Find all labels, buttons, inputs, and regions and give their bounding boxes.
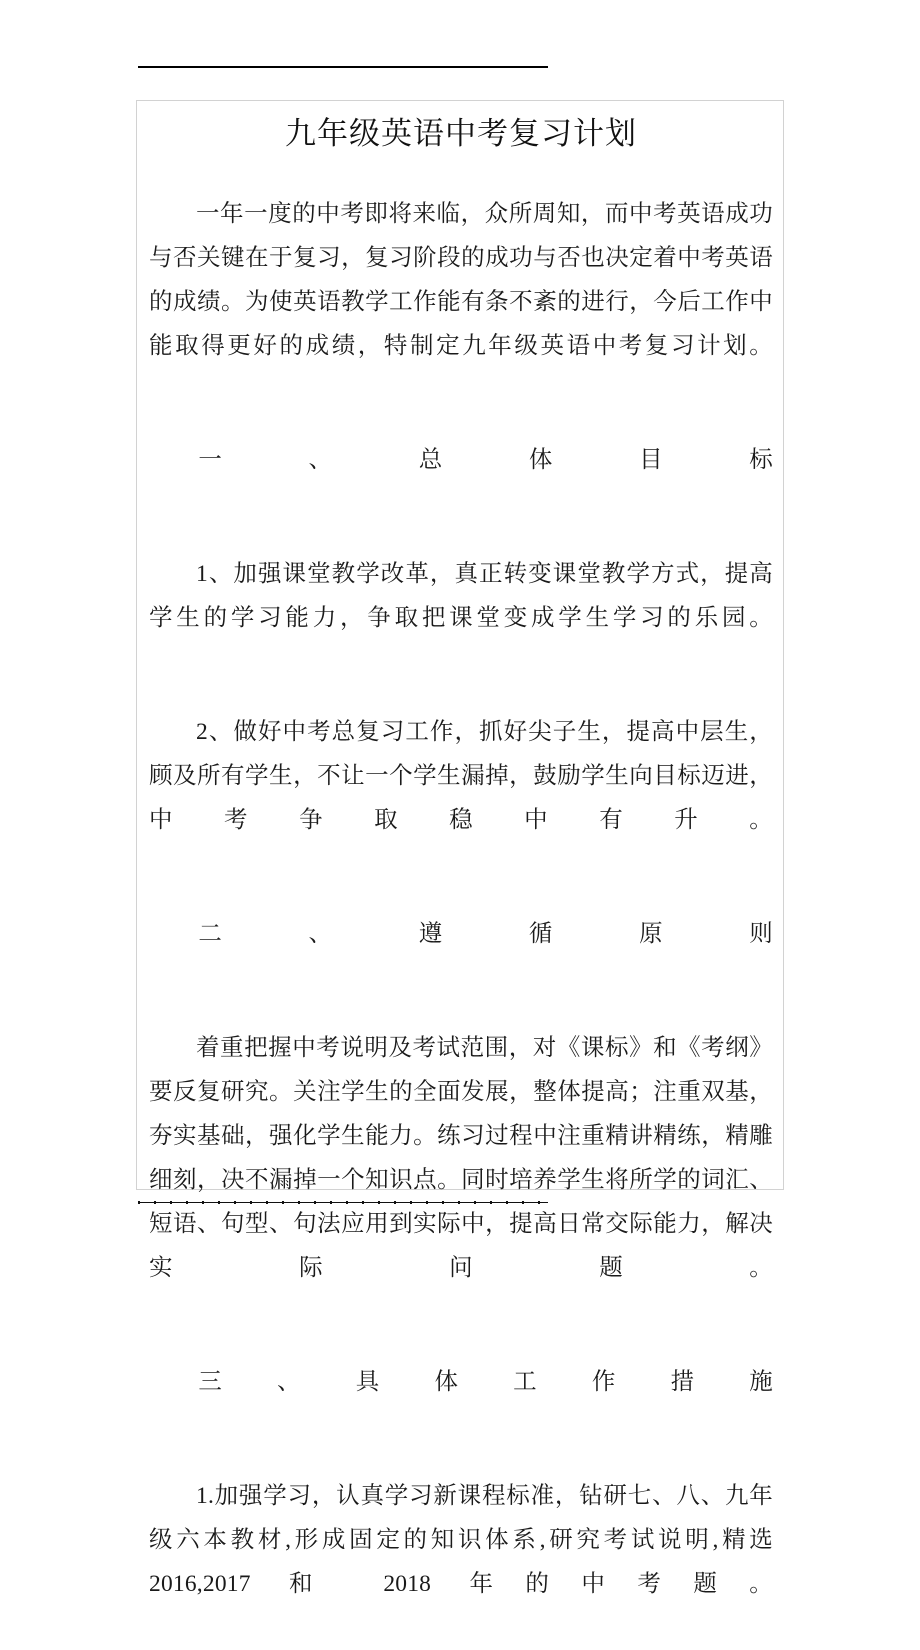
- paragraph-measure-item-1: 1.加强学习，认真学习新课程标准，钻研七、八、九年级六本教材,形成固定的知识体系,研究考试说明,精选 2016,2017 和 2018 年的中考题。: [149, 1483, 773, 1597]
- spacer: [149, 684, 773, 710]
- paragraph-goal-item-2: 2、做好中考总复习工作，抓好尖子生，提高中层生，顾及所有学生，不让一个学生漏掉，鼓励学生向目标迈进，中考争取稳中有升。: [149, 719, 773, 833]
- spacer: [149, 1448, 773, 1474]
- document-text-column: [149, 101, 773, 1650]
- spacer: [149, 162, 773, 192]
- paragraph-intro: 一年一度的中考即将来临，众所周知，而中考英语成功 与否关键在于复习，复习阶段的成功与否也决定着中考英语 的成绩。为使英语教学工作能有条不紊的进行，今后工作中 能取得更好的成绩，特制定九年级英语中考复习计划。: [149, 201, 773, 359]
- section-heading-overall-goals: 一、总体目标: [198, 447, 773, 473]
- section-heading-principles: 二、遵循原则: [198, 921, 773, 947]
- spacer: [149, 412, 773, 438]
- spacer: [149, 1334, 773, 1360]
- bottom-rule-ticks: [138, 1201, 548, 1204]
- document-content-box: [136, 100, 784, 1597]
- spacer: [149, 526, 773, 552]
- page-title: 九年级英语中考复习计划: [285, 116, 637, 151]
- paragraph-principles-body: 着重把握中考说明及考试范围，对《课标》和《考纲》 要反复研究。关注学生的全面发展，整体提高；注重双基， 夯实基础，强化学生能力。练习过程中注重精讲精练，精雕 细刻，决不漏掉一个知识点。同时培养学生将所学的词汇、 短语、句型、句法应用到实际中，提高日常交际能力，解决 实际问题。: [149, 1035, 773, 1281]
- spacer: [149, 1000, 773, 1026]
- top-horizontal-rule: [138, 66, 548, 68]
- section-heading-measures: 三、具体工作措施: [198, 1369, 773, 1395]
- paragraph-goal-item-1: 1、加强课堂教学改革，真正转变课堂教学方式，提高学生的学习能力，争取把课堂变成学生学习的乐园。: [149, 561, 773, 631]
- bottom-horizontal-rule: [138, 1201, 548, 1204]
- spacer: [149, 886, 773, 912]
